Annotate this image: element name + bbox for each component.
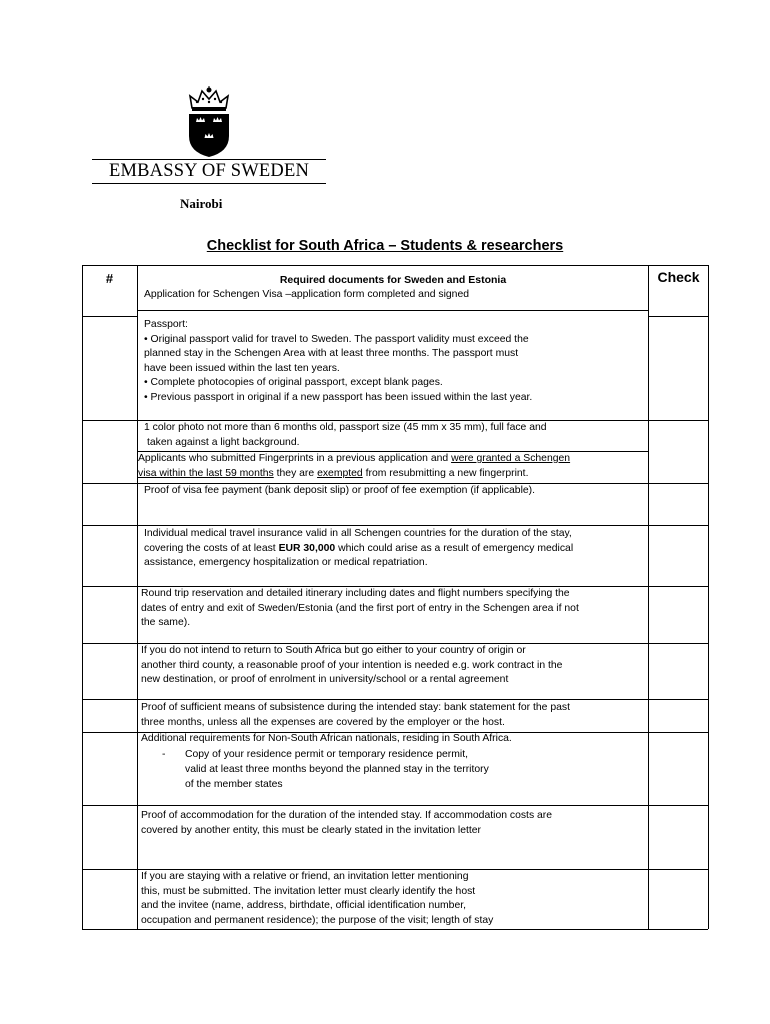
table-row: [82, 288, 708, 316]
row-check-cell[interactable]: [648, 732, 709, 805]
row-check-cell[interactable]: [648, 869, 709, 929]
row-text: Copy of your residence permit or temporary residence permit,: [185, 749, 468, 760]
row-text: If you are staying with a relative or friend, an invitation letter mentioning: [141, 871, 469, 882]
table-row: [82, 451, 708, 483]
dash-bullet: -: [162, 749, 166, 760]
row-text: Proof of accommodation for the duration of the intended stay. If accommodation costs are: [141, 810, 553, 821]
row-text: the same).: [141, 617, 191, 629]
row-text: Proof of sufficient means of subsistence during the intended stay: bank statement for the past: [141, 702, 570, 713]
coat-of-arms-icon: [186, 86, 232, 158]
row-number-cell: [82, 643, 138, 699]
row-divider: [137, 310, 648, 311]
row-check-cell[interactable]: [648, 316, 709, 420]
table-row: [82, 869, 708, 929]
row-text: three months, unless all the expenses are covered by the employer or the host.: [141, 716, 505, 728]
row-number-cell: [82, 483, 138, 525]
column-header-check: Check: [657, 269, 700, 285]
row-check-cell[interactable]: [648, 525, 709, 586]
row-number-cell: [82, 316, 138, 420]
row-text: another third county, a reasonable proof of your intention is needed e.g. work contract in the: [141, 659, 563, 671]
row-check-cell[interactable]: [648, 643, 709, 699]
row-text: occupation and permanent residence); the purpose of the visit; length of stay: [141, 914, 494, 926]
row-text: assistance, emergency hospitalization or medical repatriation.: [144, 557, 428, 569]
row-text: Application for Schengen Visa –application form completed and signed: [144, 289, 470, 300]
row-number-cell: [82, 586, 138, 643]
logo-rule-bottom: [92, 183, 326, 184]
row-text: visa within the last 59 months they are exempted from resubmitting a new fingerprint.: [138, 467, 529, 479]
row-check-cell[interactable]: [648, 699, 709, 732]
table-row: [82, 732, 708, 805]
row-number-cell: [82, 451, 138, 483]
row-text: Individual medical travel insurance valid in all Schengen countries for the duration of the stay,: [144, 528, 572, 539]
row-text: this, must be submitted. The invitation letter must clearly identify the host: [141, 885, 476, 897]
city-name: Nairobi: [180, 196, 223, 211]
row-number-cell: [82, 699, 138, 732]
row-number-cell: [82, 525, 138, 586]
passport-heading: Passport:: [144, 319, 188, 330]
row-check-cell[interactable]: [648, 483, 709, 525]
table-border-bottom: [82, 929, 708, 930]
row-check-cell[interactable]: [648, 451, 709, 483]
row-text: Additional requirements for Non-South African nationals, residing in South Africa.: [141, 733, 512, 744]
row-text: • Complete photocopies of original passport, except blank pages.: [144, 377, 443, 389]
row-text: • Original passport valid for travel to Sweden. The passport validity must exceed the: [144, 333, 529, 345]
row-text: If you do not intend to return to South Africa but go either to your country of origin or: [141, 645, 526, 656]
table-header-row: [82, 265, 708, 288]
row-text: covered by another entity, this must be clearly stated in the invitation letter: [141, 824, 481, 836]
row-text: of the member states: [185, 779, 283, 790]
row-check-cell[interactable]: [648, 805, 709, 869]
row-number-cell: [82, 288, 138, 316]
table-row: [82, 805, 708, 869]
column-header-number: #: [105, 271, 114, 286]
table-row: [82, 586, 708, 643]
column-header-required: Required documents for Sweden and Estonia: [279, 274, 507, 286]
table-row: [82, 316, 708, 420]
row-text: dates of entry and exit of Sweden/Estonia (and the first port of entry in the Schengen area if not: [141, 602, 579, 614]
row-text: planned stay in the Schengen Area with at least three months. The passport must: [144, 348, 519, 360]
row-text: Proof of visa fee payment (bank deposit slip) or proof of fee exemption (if applicable).: [144, 485, 536, 496]
row-text: and the invitee (name, address, birthdate, official identification number,: [141, 900, 466, 912]
row-text: valid at least three months beyond the planned stay in the territory: [185, 764, 489, 775]
table-row: [82, 643, 708, 699]
table-row: [82, 483, 708, 525]
row-text: Applicants who submitted Fingerprints in a previous application and were granted a Schengen: [138, 453, 571, 464]
page-title: Checklist for South Africa – Students & researchers: [206, 238, 564, 254]
row-check-cell[interactable]: [648, 586, 709, 643]
row-number-cell: [82, 732, 138, 805]
row-check-cell[interactable]: [648, 420, 709, 451]
row-text: • Previous passport in original if a new passport has been issued within the last year.: [144, 392, 533, 403]
embassy-name: EMBASSY OF SWEDEN: [108, 161, 310, 181]
table-row: [82, 525, 708, 586]
row-text: 1 color photo not more than 6 months old, passport size (45 mm x 35 mm), full face and: [144, 422, 547, 433]
row-text: Round trip reservation and detailed itinerary including dates and flight numbers specifying the: [141, 588, 570, 599]
row-text: new destination, or proof of enrolment in university/school or a rental agreement: [141, 674, 509, 686]
row-text: have been issued within the last ten years.: [144, 362, 340, 374]
row-text: taken against a light background.: [147, 436, 300, 448]
row-number-cell: [82, 420, 138, 451]
table-row: [82, 699, 708, 732]
row-check-cell[interactable]: [648, 288, 709, 316]
row-number-cell: [82, 805, 138, 869]
row-number-cell: [82, 869, 138, 929]
row-text: covering the costs of at least EUR 30,000 which could arise as a result of emergency medical: [144, 542, 574, 554]
table-row: [82, 420, 708, 451]
